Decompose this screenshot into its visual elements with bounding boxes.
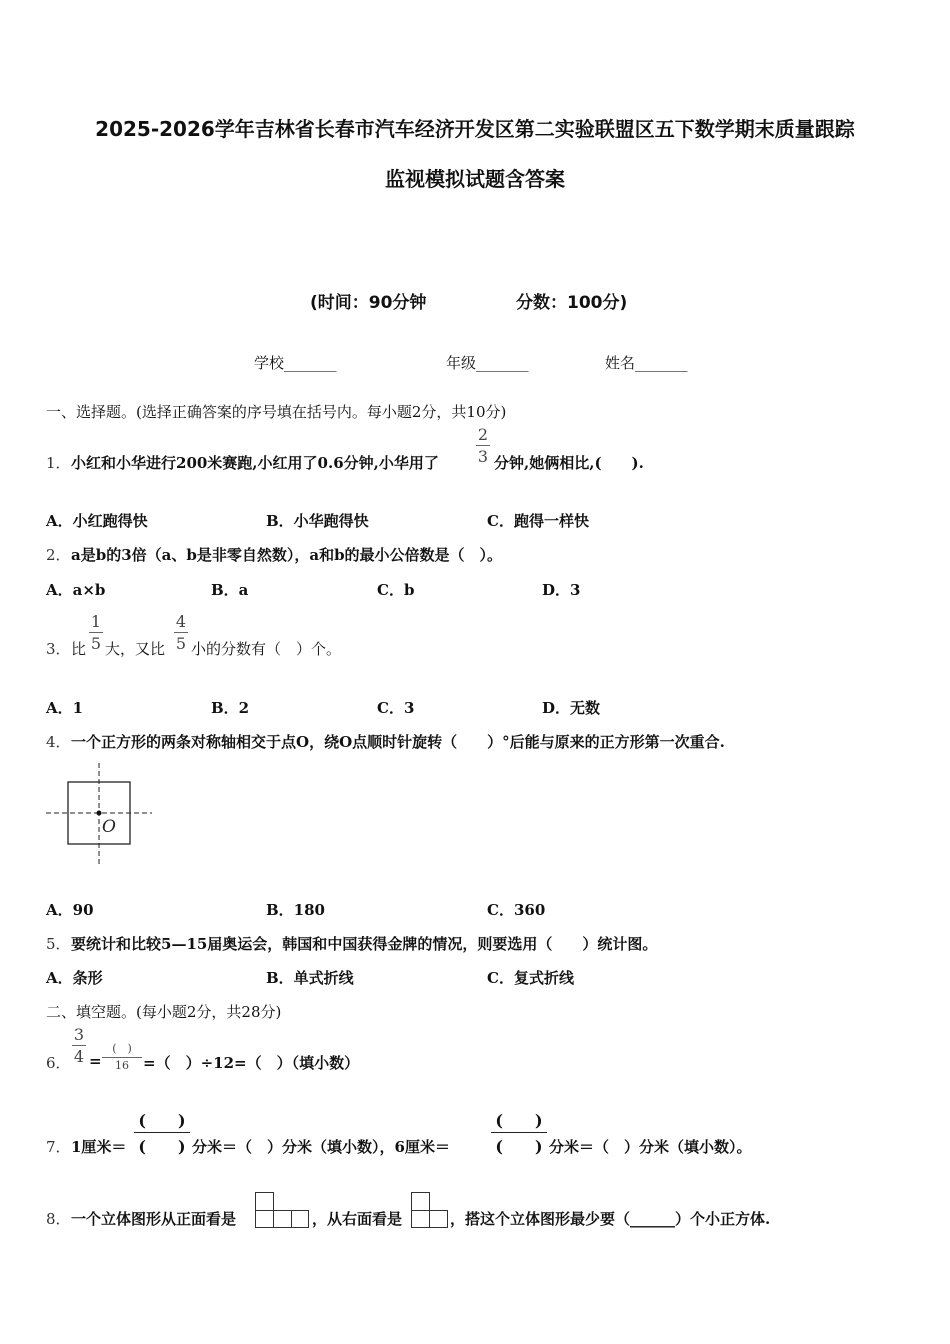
center-point-o — [97, 811, 102, 816]
q5-text: 要统计和比较5—15届奥运会，韩国和中国获得金牌的情况，则要选用（ ）统计图。 — [71, 935, 658, 953]
right-view-bottom-cell — [429, 1210, 448, 1228]
q3-frac2-numerator: 4 — [175, 612, 187, 631]
q1-option-c: C．跑得一样快 — [487, 512, 589, 530]
q1-option-a: A．小红跑得快 — [46, 512, 148, 530]
score-info: 分数：100分) — [516, 293, 628, 313]
q7-part-3: 分米＝（ ）分米（填小数）。 — [549, 1138, 752, 1156]
q3-option-b: B．2 — [211, 699, 250, 717]
right-view-bottom-cell — [411, 1210, 430, 1228]
grade-label: 年级_______ — [446, 354, 529, 372]
q1-frac-denominator: 3 — [477, 447, 489, 466]
q7-frac2-denominator: ( ) — [495, 1137, 543, 1156]
q2-number: 2． — [46, 546, 71, 564]
q7-frac2-numerator: ( ) — [495, 1111, 543, 1130]
q7-frac1-numerator: ( ) — [138, 1111, 186, 1130]
q5-option-b: B．单式折线 — [266, 969, 354, 987]
q4-number: 4． — [46, 733, 71, 751]
q3-text-2: 大，又比 — [105, 640, 166, 658]
q6-frac1-numerator: 3 — [73, 1025, 85, 1044]
q6-fraction-1 — [72, 1025, 86, 1066]
q1-fraction — [476, 425, 490, 466]
q3-frac1-numerator: 1 — [90, 612, 102, 631]
q4-option-a: A．90 — [46, 901, 94, 919]
q6-frac2-numerator: ( ) — [112, 1042, 132, 1055]
square-axes-figure — [44, 762, 154, 868]
front-view-bottom-cell — [255, 1210, 274, 1228]
title-line-1: 2025-2026学年吉林省长春市汽车经济开发区第二实验联盟区五下数学期末质量跟踪 — [95, 117, 855, 141]
q3-option-d: D．无数 — [542, 699, 601, 717]
q1-number: 1． — [46, 454, 71, 472]
q2-option-b: B．a — [211, 581, 249, 599]
q1-text-after: 分钟,她俩相比,( ). — [494, 454, 644, 472]
front-view-bottom-cell — [291, 1210, 309, 1228]
front-view-bottom-cell — [273, 1210, 292, 1228]
q7-fraction-1 — [134, 1108, 190, 1157]
q6-rest: =（ ）÷12=（ ）（填小数） — [143, 1054, 360, 1072]
name-label: 姓名_______ — [605, 354, 688, 372]
q5-option-c: C．复式折线 — [487, 969, 574, 987]
q3-text-1: 比 — [71, 640, 87, 658]
time-info: (时间：90分钟 — [310, 293, 427, 313]
q8-number: 8． — [46, 1210, 71, 1228]
q5-option-a: A．条形 — [46, 969, 103, 987]
q2-option-d: D．3 — [542, 581, 581, 599]
q6-equals: = — [89, 1052, 102, 1070]
q3-text-3: 小的分数有（ ）个。 — [191, 640, 342, 658]
q3-option-a: A．1 — [46, 699, 84, 717]
q1-option-b: B．小华跑得快 — [266, 512, 369, 530]
section1-heading: 一、选择题。(选择正确答案的序号填在括号内。每小题2分，共10分) — [46, 403, 507, 421]
q7-part-2: 分米＝（ ）分米（填小数），6厘米＝ — [192, 1138, 450, 1156]
q2-option-a: A．a×b — [46, 581, 106, 599]
q7-part-1: 1厘米＝ — [71, 1138, 127, 1156]
q2-option-c: C．b — [377, 581, 415, 599]
front-view-top-cell — [255, 1192, 274, 1211]
title-line-2: 监视模拟试题含答案 — [385, 167, 565, 191]
q3-frac1-denominator: 5 — [90, 634, 102, 653]
q3-option-c: C．3 — [377, 699, 415, 717]
q4-option-b: B．180 — [266, 901, 325, 919]
q7-number: 7． — [46, 1138, 71, 1156]
q6-number: 6． — [46, 1054, 71, 1072]
q2-text: a是b的3倍（a、b是非零自然数），a和b的最小公倍数是（ ）。 — [71, 546, 503, 564]
q8-part-1: 一个立体图形从正面看是 — [71, 1210, 237, 1228]
front-view-figure — [255, 1192, 309, 1228]
q3-number: 3． — [46, 640, 71, 658]
q7-fraction-2 — [491, 1108, 547, 1157]
q3-fraction-1 — [89, 612, 103, 653]
q4-text: 一个正方形的两条对称轴相交于点O，绕O点顺时针旋转（ ）°后能与原来的正方形第一次重合. — [71, 733, 725, 751]
q8-part-2: ，从右面看是 — [312, 1210, 403, 1228]
q5-number: 5． — [46, 935, 71, 953]
q3-fraction-2 — [174, 612, 188, 653]
q7-frac1-denominator: ( ) — [138, 1137, 186, 1156]
q6-frac1-denominator: 4 — [73, 1047, 85, 1066]
q6-fraction-2 — [102, 1040, 142, 1072]
right-view-figure — [411, 1192, 448, 1228]
q8-part-3: ，搭这个立体图形最少要（______）个小正方体. — [450, 1210, 771, 1228]
q1-text-before: 小红和小华进行200米赛跑,小红用了0.6分钟,小华用了 — [71, 454, 439, 472]
q4-option-c: C．360 — [487, 901, 546, 919]
school-label: 学校_______ — [254, 354, 337, 372]
q3-frac2-denominator: 5 — [175, 634, 187, 653]
section2-heading: 二、填空题。(每小题2分，共28分) — [46, 1003, 282, 1021]
q1-frac-numerator: 2 — [477, 425, 489, 444]
point-o-label: O — [102, 817, 116, 837]
right-view-top-cell — [411, 1192, 430, 1211]
q6-frac2-denominator: 16 — [115, 1059, 129, 1072]
